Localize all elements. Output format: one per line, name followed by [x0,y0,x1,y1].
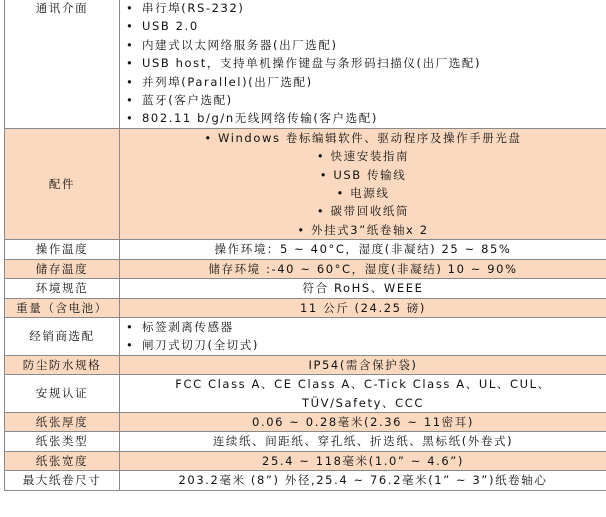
value-roll: 203.2毫米 (8”) 外径,25.4 ~ 76.2毫米(1” ~ 3”)纸卷轴心 [120,471,606,490]
value-storage-temp: 储存环境 :-40 ~ 60°C，湿度(非凝结) 10 ~ 90% [120,259,606,278]
value-width: 25.4 ~ 118毫米(1.0” ~ 4.6”) [120,451,606,470]
value-safety: FCC Class A、CE Class A、C-Tick Class A、UL、CUL、TÜV/Safety、CCC [120,375,606,413]
label-thickness: 纸张厚度 [5,412,120,431]
list-item: • 串行埠(RS-232) [126,0,606,17]
list-item: • 电源线 [120,184,606,202]
row-paper-type [5,432,606,451]
value-dealer [120,317,606,355]
list-item: • 并列埠(Parallel)(出厂选配) [126,73,606,91]
list-item: • USB 2.0 [126,17,606,35]
row-accessories [5,128,606,239]
row-thickness [5,412,606,431]
row-safety [5,375,606,413]
list-item: • USB 传输线 [120,166,606,184]
label-ip: 防尘防水规格 [5,355,120,374]
list-item: • 快速安装指南 [120,147,606,165]
value-comm [120,0,606,128]
label-accessories: 配件 [5,128,120,239]
list-item: • 闸刀式切刀(全切式) [126,336,606,354]
list-item: • 蓝牙(客户选配) [126,91,606,109]
row-weight [5,298,606,317]
list-item: • USB host，支持单机操作键盘与条形码扫描仪(出厂选配) [126,54,606,72]
label-env: 环境规范 [5,279,120,298]
value-accessories [120,128,606,239]
label-storage-temp: 储存温度 [5,259,120,278]
row-roll [5,471,606,490]
label-comm: 通讯介面 [5,0,120,128]
row-env [5,279,606,298]
list-item: • 外挂式3”纸卷轴x 2 [120,221,606,239]
row-comm [5,0,606,128]
value-op-temp: 操作环境：5 ~ 40°C，湿度(非凝结) 25 ~ 85% [120,240,606,259]
row-ip [5,355,606,374]
list-item: • Windows 卷标编辑软件、驱动程序及操作手册光盘 [120,129,606,147]
value-weight: 11 公斤 (24.25 磅) [120,298,606,317]
row-storage-temp [5,259,606,278]
list-item: • 碳带回收纸筒 [120,202,606,220]
value-ip: IP54(需含保护袋) [120,355,606,374]
list-item: • 802.11 b/g/n无线网络传输(客户选配) [126,109,606,127]
label-weight: 重量（含电池） [5,298,120,317]
row-width [5,451,606,470]
value-env: 符合 RoHS、WEEE [120,279,606,298]
label-dealer: 经销商选配 [5,317,120,355]
row-dealer [5,317,606,355]
list-item: • 标签剥离传感器 [126,318,606,336]
label-safety: 安规认证 [5,375,120,413]
list-item: • 内建式以太网络服务器(出厂选配) [126,36,606,54]
row-op-temp [5,240,606,259]
value-paper-type: 连续纸、间距纸、穿孔纸、折迭纸、黑标纸(外卷式) [120,432,606,451]
spec-table [4,0,606,491]
label-paper-type: 纸张类型 [5,432,120,451]
label-width: 纸张宽度 [5,451,120,470]
label-roll: 最大纸卷尺寸 [5,471,120,490]
label-op-temp: 操作温度 [5,240,120,259]
value-thickness: 0.06 ~ 0.28毫米(2.36 ~ 11密耳) [120,412,606,431]
